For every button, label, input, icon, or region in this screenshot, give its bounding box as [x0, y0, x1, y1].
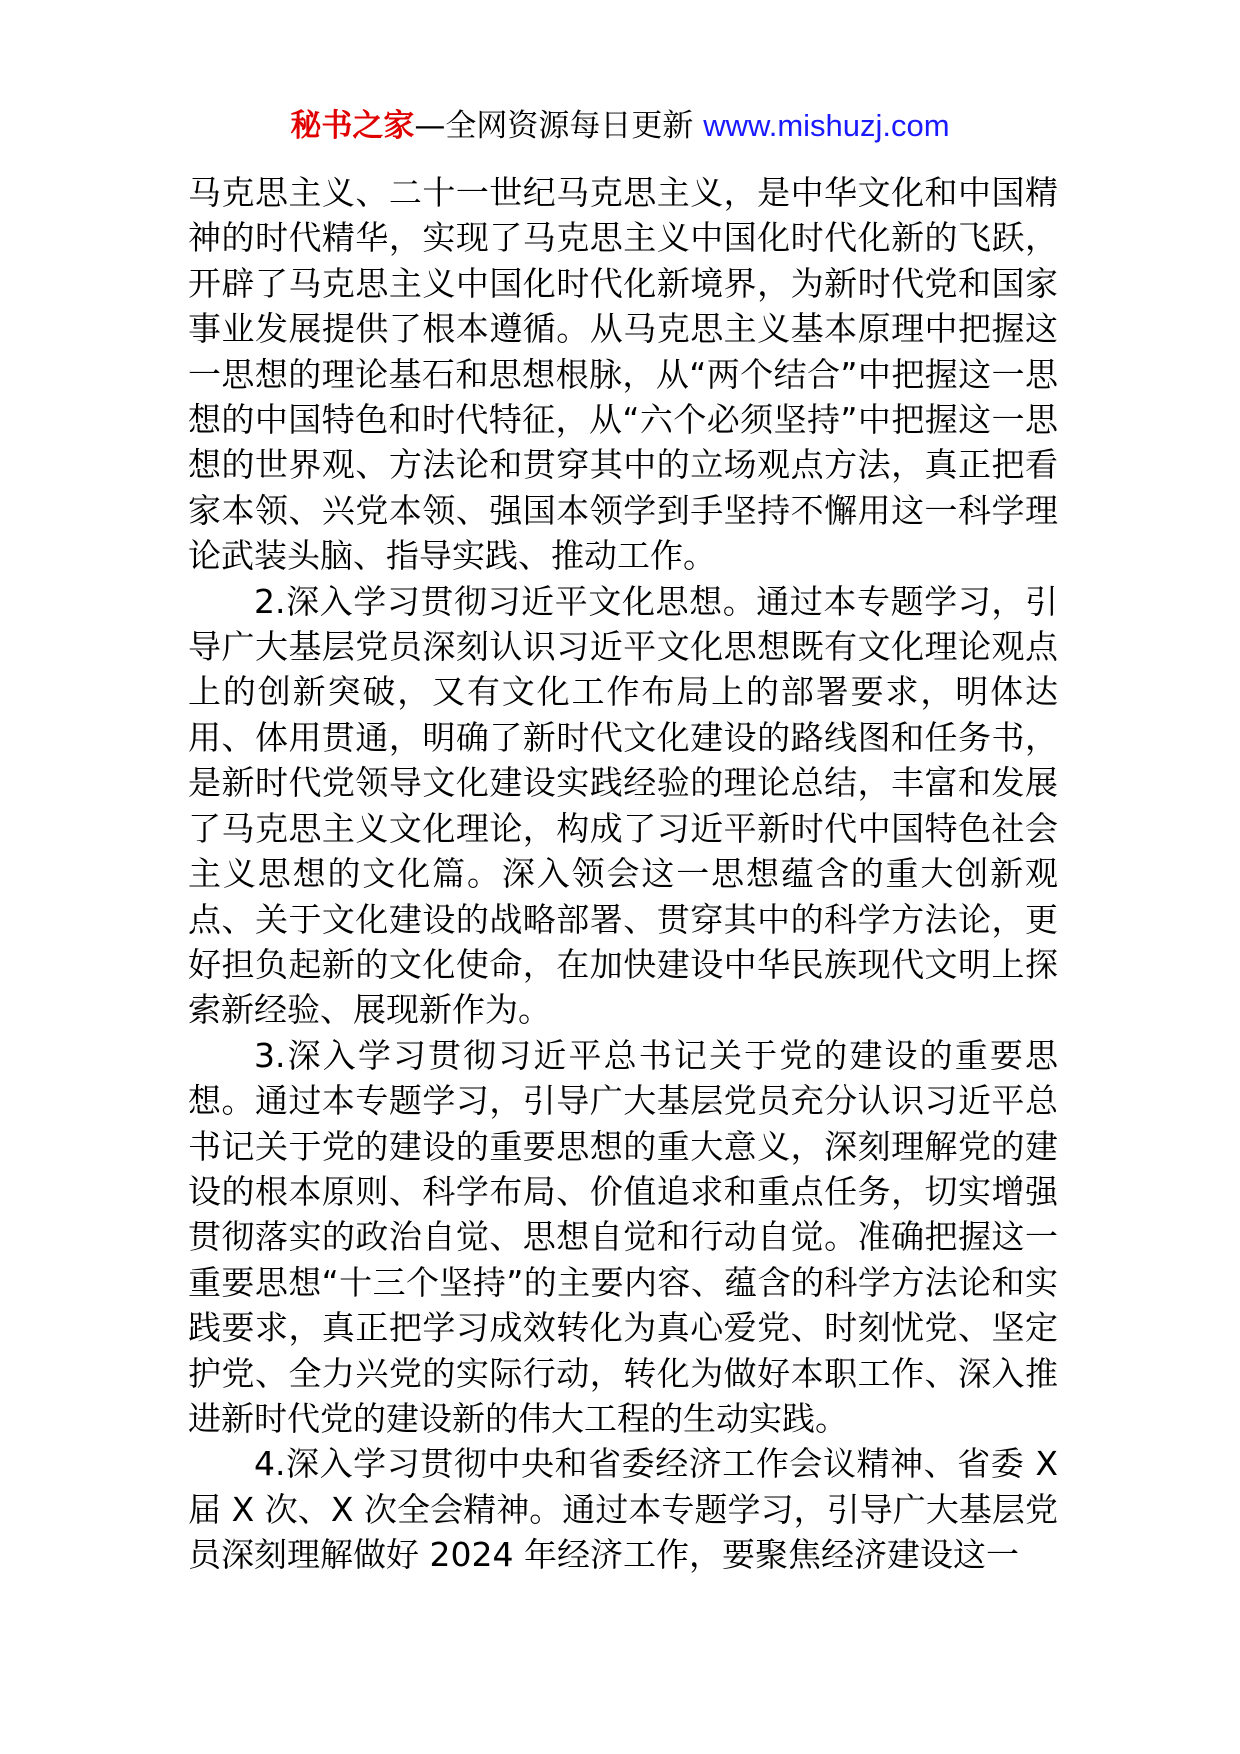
document-body: [188, 170, 1058, 1578]
paragraph-4: 4.深入学习贯彻中央和省委经济工作会议精神、省委 X 届 X 次、X 次全会精神。通过本专题学习，引导广大基层党员深刻理解做好 2024 年经济工作，要聚焦经济建设这一: [188, 1444, 1058, 1575]
paragraph-1: 马克思主义、二十一世纪马克思主义，是中华文化和中国精神的时代精华，实现了马克思主义中国化时代化新的飞跃，开辟了马克思主义中国化时代化新境界，为新时代党和国家事业发展提供了根本遵循。从马克思主义基本原理中把握这一思想的理论基石和思想根脉，从“两个结合”中把握这一思想的中国特色和时代特征，从“六个必须坚持”中把握这一思想的世界观、方法论和贯穿其中的立场观点方法，真正把看家本领、兴党本领、强国本领学到手坚持不懈用这一科学理论武装头脑、指导实践、推动工作。: [188, 173, 1058, 576]
paragraph-3: 3.深入学习贯彻习近平总书记关于党的建设的重要思想。通过本专题学习，引导广大基层党员充分认识习近平总书记关于党的建设的重要思想的重大意义，深刻理解党的建设的根本原则、科学布局、价值追求和重点任务，切实增强贯彻落实的政治自觉、思想自觉和行动自觉。准确把握这一重要思想“十三个坚持”的主要内容、蕴含的科学方法论和实践要求，真正把学习成效转化为真心爱党、时刻忧党、坚定护党、全力兴党的实际行动，转化为做好本职工作、深入推进新时代党的建设新的伟大工程的生动实践。: [188, 1035, 1058, 1438]
paragraph-2: 2.深入学习贯彻习近平文化思想。通过本专题学习，引导广大基层党员深刻认识习近平文化思想既有文化理论观点上的创新突破，又有文化工作布局上的部署要求，明体达用、体用贯通，明确了新时代文化建设的路线图和任务书，是新时代党领导文化建设实践经验的理论总结，丰富和发展了马克思主义文化理论，构成了习近平新时代中国特色社会主义思想的文化篇。深入领会这一思想蕴含的重大创新观点、关于文化建设的战略部署、贯穿其中的科学方法论，更好担负起新的文化使命，在加快建设中华民族现代文明上探索新经验、展现新作为。: [188, 581, 1058, 1030]
page-header: [0, 104, 1240, 148]
header-brand: 秘书之家: [290, 108, 415, 144]
header-slogan: —全网资源每日更新: [414, 108, 704, 144]
header-site-link[interactable]: www.mishuzj.com: [703, 108, 950, 143]
